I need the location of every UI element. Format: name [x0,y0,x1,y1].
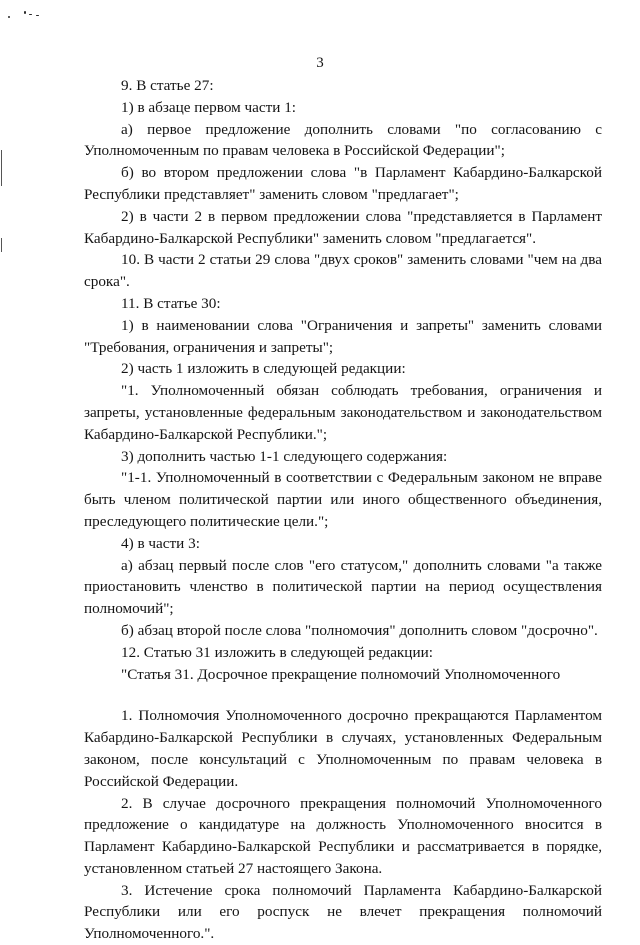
scan-margin-mark [1,238,2,252]
paragraph: а) абзац первый после слов "его статусом," дополнить словами "а также приостановить членство в политической партии на период осуществления полномочий"; [84,556,602,618]
paragraph: 9. В статье 27: [121,77,214,94]
paragraph: 1. Полномочия Уполномоченного досрочно прекращаются Парламентом Кабардино-Балкарской Республики в случаях, установленных Федеральным законом, после консультаций с Уполномоченным по правам человека в Российской Федерации. [84,707,602,790]
document-body [84,75,602,945]
scan-specks [6,6,46,26]
scan-margin-mark [1,150,2,186]
page-number: 3 [316,55,324,71]
paragraph: а) первое предложение дополнить словами "по согласованию с Уполномоченным по правам человека в Российской Федерации"; [84,120,602,160]
paragraph: "1. Уполномоченный обязан соблюдать требования, ограничения и запреты, установленные федеральным законодательством и законодательством Кабардино-Балкарской Республики."; [84,382,602,443]
paragraph: 2) часть 1 изложить в следующей редакции: [121,360,406,378]
blank-line [84,685,602,705]
paragraph: 2. В случае досрочного прекращения полномочий Уполномоченного предложение о кандидатуре на должность Уполномоченного вносится в Парламент Кабардино-Балкарской Республики и рассматривается в порядке, установленном статьей 27 настоящего Закона. [84,794,602,877]
paragraph: 3. Истечение срока полномочий Парламента Кабардино-Балкарской Республики или его роспуск не влечет прекращения полномочий Уполномоченного.". [84,881,602,943]
paragraph: 1) в наименовании слова "Ограничения и запреты" заменить словами "Требования, ограничения и запреты"; [84,316,602,356]
paragraph: 4) в части 3: [121,534,200,552]
paragraph: 10. В части 2 статьи 29 слова "двух сроков" заменить словами "чем на два срока". [84,251,602,291]
paragraph: 12. Статью 31 изложить в следующей редакции: [121,643,433,661]
article-heading: "Статья 31. Досрочное прекращение полномочий Уполномоченного [121,665,561,683]
paragraph: 3) дополнить частью 1-1 следующего содержания: [121,447,448,465]
paragraph: "1-1. Уполномоченный в соответствии с Федеральным законом не вправе быть членом политической партии или иного общественного объединения, преследующего политические цели."; [84,469,602,530]
paragraph: 2) в части 2 в первом предложении слова "представляется в Парламент Кабардино-Балкарской Республики" заменить словом "предлагается". [84,207,602,247]
paragraph: 11. В статье 30: [121,294,221,312]
paragraph: б) во втором предложении слова "в Парламент Кабардино-Балкарской Республики представляет" заменить словом "предлагает"; [84,164,602,203]
paragraph: 1) в абзаце первом части 1: [121,98,297,116]
paragraph: б) абзац второй после слова "полномочия" дополнить словом "досрочно". [121,621,598,639]
